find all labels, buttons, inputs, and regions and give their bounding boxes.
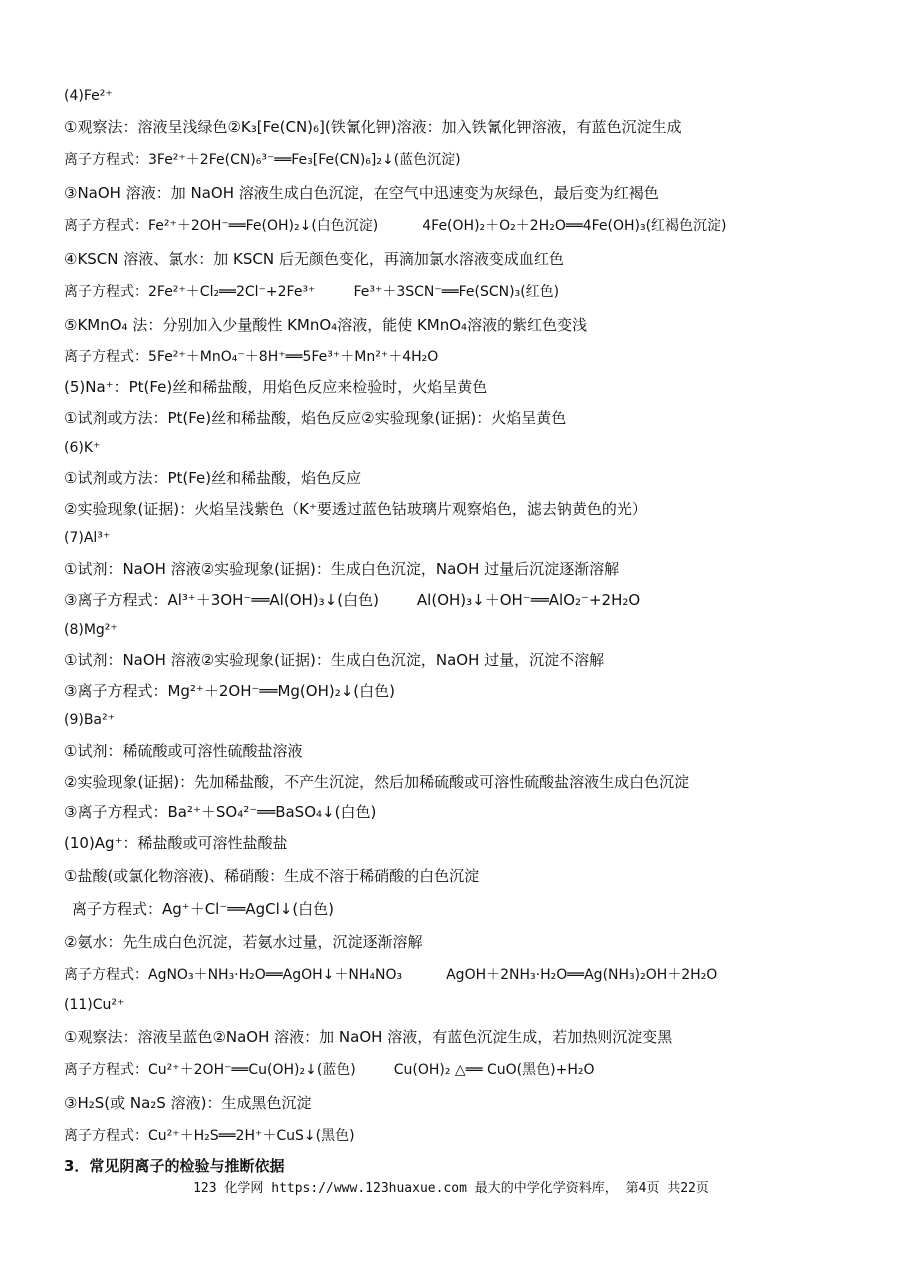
- cu-equation-2: [64, 1060, 595, 1080]
- al-method: ①试剂：NaOH 溶液②实验现象(证据)：生成白色沉淀，NaOH 过量后沉淀逐渐溶解: [64, 560, 620, 578]
- al-equation: [64, 590, 640, 610]
- mg-method: ①试剂：NaOH 溶液②实验现象(证据)：生成白色沉淀，NaOH 过量，沉淀不溶解: [64, 651, 605, 669]
- ba-equation: ③离子方程式：Ba²⁺＋SO₄²⁻══BaSO₄↓(白色): [64, 803, 377, 821]
- fe2-equation-3b: 4Fe(OH)₂＋O₂＋2H₂O══4Fe(OH)₃(红褐色沉淀): [422, 218, 727, 234]
- page-footer: 123 化学网 https://www.123huaxue.com 最大的中学化学资料库， 第4页 共22页: [193, 1181, 709, 1196]
- k-method: ①试剂或方法：Pt(Fe)丝和稀盐酸，焰色反应: [64, 469, 362, 487]
- section-fe2-heading: (4)Fe²⁺: [64, 88, 113, 104]
- section-ba-heading: (9)Ba²⁺: [64, 712, 116, 728]
- ag-equation-2b: AgOH＋2NH₃·H₂O══Ag(NH₃)₂OH＋2H₂O: [446, 967, 718, 983]
- ag-method-1: ①盐酸(或氯化物溶液)、稀硝酸：生成不溶于稀硝酸的白色沉淀: [64, 867, 480, 885]
- section-ag-heading: (10)Ag⁺：稀盐酸或可溶性盐酸盐: [64, 834, 288, 852]
- fe2-equation-1: 离子方程式：3Fe²⁺＋2Fe(CN)₆³⁻══Fe₃[Fe(CN)₆]₂↓(蓝色沉淀): [64, 152, 461, 168]
- fe2-method-1-2: ①观察法：溶液呈浅绿色②K₃[Fe(CN)₆](铁氰化钾)溶液：加入铁氰化钾溶液，有蓝色沉淀生成: [64, 118, 682, 136]
- fe2-method-5: ⑤KMnO₄ 法：分别加入少量酸性 KMnO₄溶液，能使 KMnO₄溶液的紫红色变浅: [64, 316, 588, 334]
- k-phenomenon: ②实验现象(证据)：火焰呈浅紫色（K⁺要透过蓝色钴玻璃片观察焰色，滤去钠黄色的光）: [64, 500, 647, 518]
- fe2-method-4: ④KSCN 溶液、氯水：加 KSCN 后无颜色变化，再滴加氯水溶液变成血红色: [64, 250, 564, 268]
- ba-phenomenon: ②实验现象(证据)：先加稀盐酸，不产生沉淀，然后加稀硫酸或可溶性硫酸盐溶液生成白色沉淀: [64, 773, 690, 791]
- ba-reagent: ①试剂：稀硫酸或可溶性硫酸盐溶液: [64, 742, 303, 760]
- mg-equation: ③离子方程式：Mg²⁺＋2OH⁻══Mg(OH)₂↓(白色): [64, 682, 395, 700]
- al-equation-a: ③离子方程式：Al³⁺＋3OH⁻══Al(OH)₃↓(白色): [64, 591, 379, 609]
- fe2-equation-3a: 离子方程式：Fe²⁺＋2OH⁻══Fe(OH)₂↓(白色沉淀): [64, 218, 379, 234]
- section-na-heading: (5)Na⁺：Pt(Fe)丝和稀盐酸，用焰色反应来检验时，火焰呈黄色: [64, 378, 488, 396]
- cu-method-1-2: ①观察法：溶液呈蓝色②NaOH 溶液：加 NaOH 溶液，有蓝色沉淀生成，若加热则沉淀变黑: [64, 1028, 673, 1046]
- section-3-heading: 3．常见阴离子的检验与推断依据: [64, 1157, 285, 1175]
- section-mg-heading: (8)Mg²⁺: [64, 622, 118, 638]
- cu-equation-2b: Cu(OH)₂ △══ CuO(黑色)+H₂O: [393, 1062, 595, 1078]
- fe2-equation-4a: 离子方程式：2Fe²⁺＋Cl₂══2Cl⁻+2Fe³⁺: [64, 284, 316, 300]
- fe2-equation-3: [64, 216, 727, 236]
- fe2-method-3: ③NaOH 溶液：加 NaOH 溶液生成白色沉淀，在空气中迅速变为灰绿色，最后变为红褐色: [64, 184, 659, 202]
- section-k-heading: (6)K⁺: [64, 440, 101, 456]
- ag-method-2: ②氨水：先生成白色沉淀，若氨水过量，沉淀逐渐溶解: [64, 933, 423, 951]
- ag-equation-1: 离子方程式：Ag⁺＋Cl⁻══AgCl↓(白色): [72, 900, 335, 918]
- fe2-equation-4: [64, 282, 559, 302]
- al-equation-b: Al(OH)₃↓＋OH⁻══AlO₂⁻+2H₂O: [416, 591, 641, 609]
- cu-method-3: ③H₂S(或 Na₂S 溶液)：生成黑色沉淀: [64, 1094, 312, 1112]
- ag-equation-2: [64, 965, 717, 985]
- na-method: ①试剂或方法：Pt(Fe)丝和稀盐酸，焰色反应②实验现象(证据)：火焰呈黄色: [64, 409, 567, 427]
- cu-equation-3: 离子方程式：Cu²⁺＋H₂S══2H⁺＋CuS↓(黑色): [64, 1128, 355, 1144]
- ag-equation-2a: 离子方程式：AgNO₃＋NH₃·H₂O══AgOH↓＋NH₄NO₃: [64, 967, 403, 983]
- fe2-equation-4b: Fe³⁺＋3SCN⁻══Fe(SCN)₃(红色): [353, 284, 560, 300]
- cu-equation-2a: 离子方程式：Cu²⁺＋2OH⁻══Cu(OH)₂↓(蓝色): [64, 1062, 356, 1078]
- section-al-heading: (7)Al³⁺: [64, 530, 111, 546]
- fe2-equation-5: 离子方程式：5Fe²⁺＋MnO₄⁻＋8H⁺══5Fe³⁺＋Mn²⁺＋4H₂O: [64, 349, 439, 365]
- section-cu-heading: (11)Cu²⁺: [64, 997, 125, 1013]
